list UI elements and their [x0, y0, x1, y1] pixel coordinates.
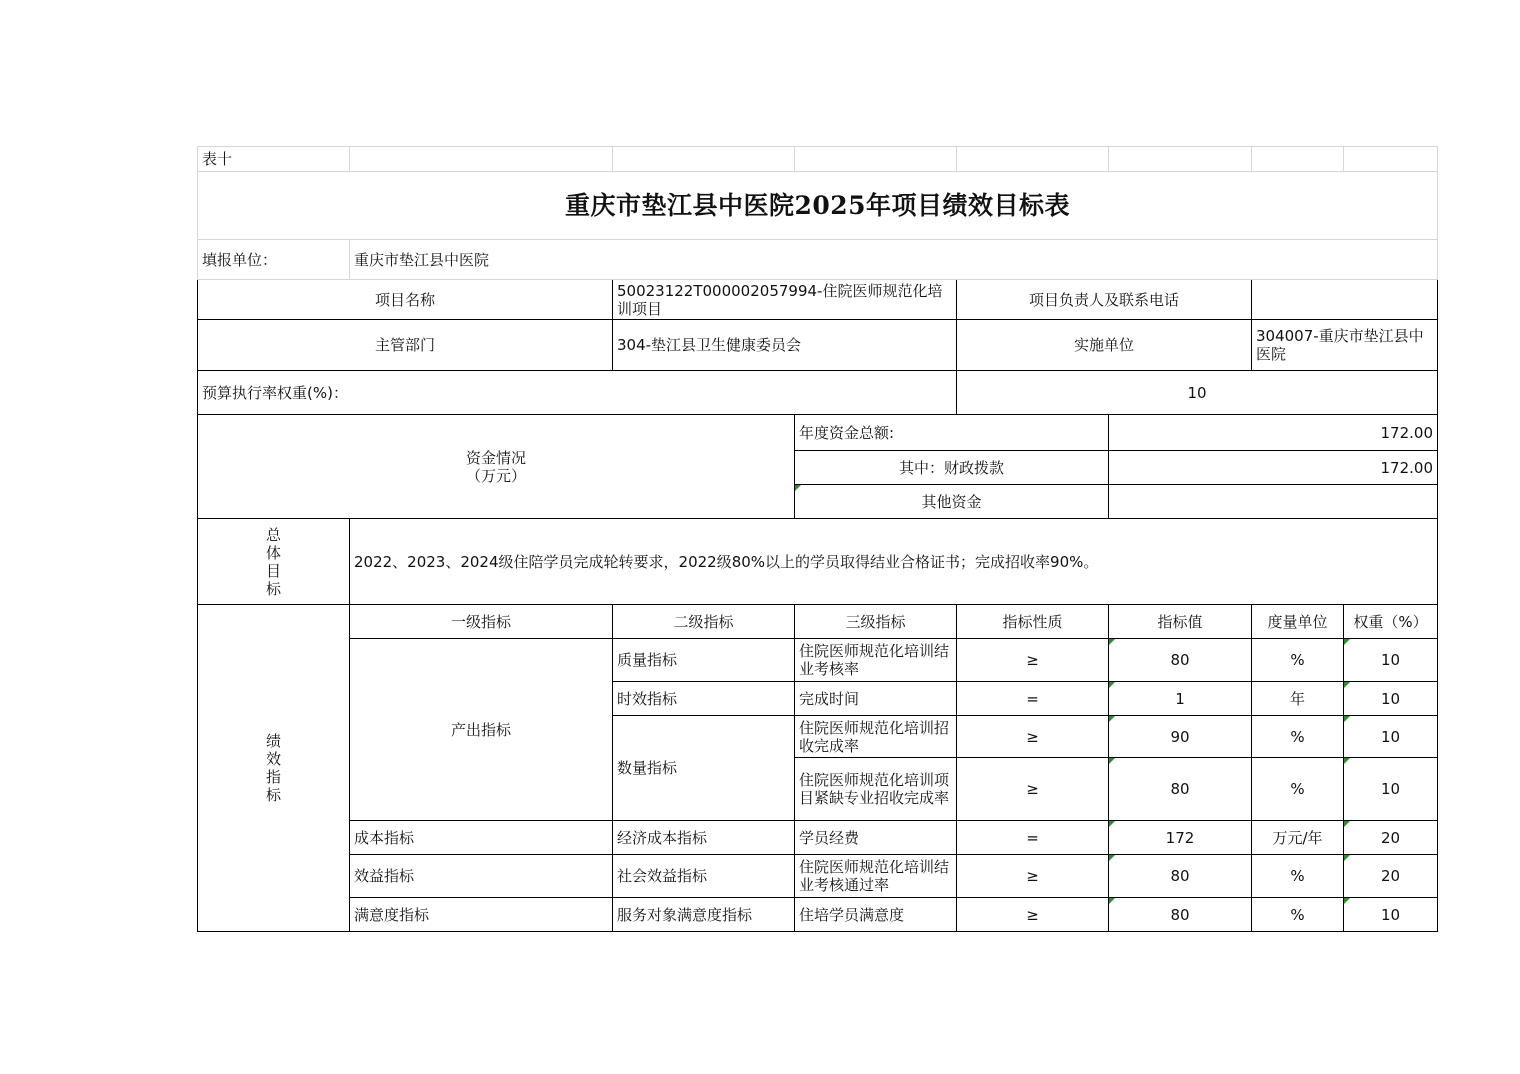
table-label: 表十: [198, 147, 350, 172]
reporting-unit: 重庆市垫江县中医院: [350, 240, 1438, 280]
level1-satisfaction: 满意度指标: [350, 898, 613, 932]
budget-weight-label: 预算执行率权重(%)：: [198, 371, 957, 415]
nature-cell: ≥: [957, 758, 1109, 821]
weight-cell: 10: [1344, 682, 1438, 716]
value-cell: 80: [1109, 758, 1252, 821]
level3-cell: 住培学员满意度: [795, 898, 957, 932]
nature-cell: =: [957, 682, 1109, 716]
value-cell: 172: [1109, 821, 1252, 855]
unit-cell: %: [1252, 639, 1344, 682]
level1-output: 产出指标: [350, 639, 613, 821]
nature-cell: ≥: [957, 855, 1109, 898]
goal-label: 总 体 目 标: [198, 519, 350, 605]
header-level2: 二级指标: [613, 605, 795, 639]
unit-cell: 年: [1252, 682, 1344, 716]
annual-total-label: 年度资金总额:: [795, 415, 1109, 451]
level2-quality: 质量指标: [613, 639, 795, 682]
level2-timeliness: 时效指标: [613, 682, 795, 716]
level2-service-satisfaction: 服务对象满意度指标: [613, 898, 795, 932]
table-row: [198, 898, 1438, 932]
level3-cell: 住院医师规范化培训结业考核率: [795, 639, 957, 682]
weight-cell: 10: [1344, 898, 1438, 932]
implementer: 304007-重庆市垫江县中医院: [1252, 320, 1438, 371]
weight-cell: 10: [1344, 639, 1438, 682]
header-weight: 权重（%）: [1344, 605, 1438, 639]
contact-label: 项目负责人及联系电话: [957, 280, 1252, 320]
level3-cell: 完成时间: [795, 682, 957, 716]
contact-value: [1252, 280, 1438, 320]
unit-cell: 万元/年: [1252, 821, 1344, 855]
project-name-label: 项目名称: [198, 280, 613, 320]
funds-unit: （万元）: [465, 466, 526, 485]
weight-cell: 10: [1344, 758, 1438, 821]
value-cell: 80: [1109, 639, 1252, 682]
annual-total: 172.00: [1109, 415, 1438, 451]
table-row: [198, 821, 1438, 855]
weight-cell: 10: [1344, 716, 1438, 758]
level2-social-benefit: 社会效益指标: [613, 855, 795, 898]
value-cell: 80: [1109, 855, 1252, 898]
fiscal-label: 其中：财政拨款: [795, 451, 1109, 485]
fiscal: 172.00: [1109, 451, 1438, 485]
other: [1109, 485, 1438, 519]
header-value: 指标值: [1109, 605, 1252, 639]
value-cell: 1: [1109, 682, 1252, 716]
header-level1: 一级指标: [350, 605, 613, 639]
table-row: [198, 855, 1438, 898]
level3-cell: 学员经费: [795, 821, 957, 855]
level3-cell: 住院医师规范化培训项目紧缺专业招收完成率: [795, 758, 957, 821]
reporting-unit-label: 填报单位：: [198, 240, 350, 280]
goal-text: 2022、2023、2024级住陪学员完成轮转要求，2022级80%以上的学员取得结业合格证书；完成招收率90%。: [350, 519, 1438, 605]
unit-cell: %: [1252, 898, 1344, 932]
funds-label: 资金情况: [465, 448, 526, 467]
header-unit: 度量单位: [1252, 605, 1344, 639]
nature-cell: ≥: [957, 898, 1109, 932]
level1-benefit: 效益指标: [350, 855, 613, 898]
level1-cost: 成本指标: [350, 821, 613, 855]
weight-cell: 20: [1344, 855, 1438, 898]
other-label: 其他资金: [795, 485, 1109, 519]
unit-cell: %: [1252, 855, 1344, 898]
table-row: [198, 639, 1438, 682]
level3-cell: 住院医师规范化培训结业考核通过率: [795, 855, 957, 898]
department-label: 主管部门: [198, 320, 613, 371]
weight-cell: 20: [1344, 821, 1438, 855]
performance-target-table: [197, 146, 1438, 932]
implementer-label: 实施单位: [957, 320, 1252, 371]
value-cell: 90: [1109, 716, 1252, 758]
perf-label: 绩 效 指 标: [198, 605, 350, 932]
level2-econ-cost: 经济成本指标: [613, 821, 795, 855]
unit-cell: %: [1252, 716, 1344, 758]
unit-cell: %: [1252, 758, 1344, 821]
nature-cell: =: [957, 821, 1109, 855]
nature-cell: ≥: [957, 639, 1109, 682]
budget-weight: 10: [957, 371, 1438, 415]
header-level3: 三级指标: [795, 605, 957, 639]
nature-cell: ≥: [957, 716, 1109, 758]
level3-cell: 住院医师规范化培训招收完成率: [795, 716, 957, 758]
project-name: 50023122T000002057994-住院医师规范化培训项目: [613, 280, 957, 320]
level2-quantity: 数量指标: [613, 716, 795, 821]
page-title: 重庆市垫江县中医院2025年项目绩效目标表: [198, 172, 1438, 240]
header-nature: 指标性质: [957, 605, 1109, 639]
department: 304-垫江县卫生健康委员会: [613, 320, 957, 371]
value-cell: 80: [1109, 898, 1252, 932]
funds-label-cell: [198, 415, 795, 519]
